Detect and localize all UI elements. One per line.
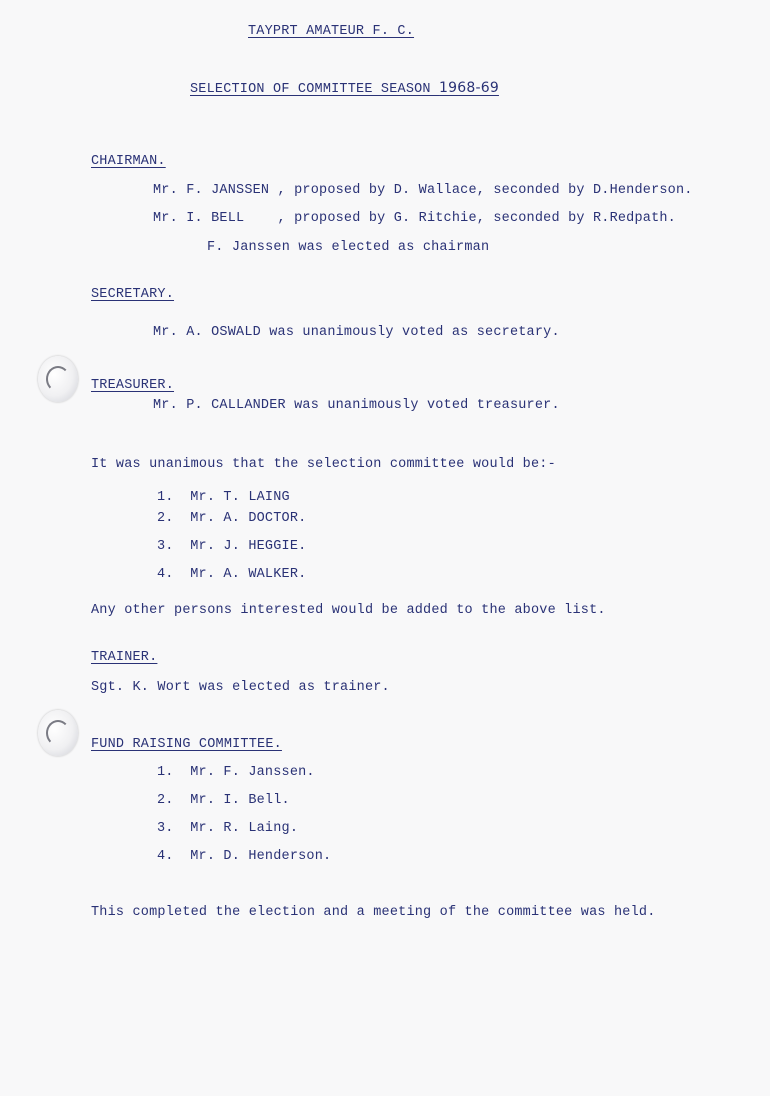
trainer-result: Sgt. K. Wort was elected as trainer. <box>91 680 390 695</box>
treasurer-heading: TREASURER. <box>91 378 175 393</box>
selection-member-1 <box>157 490 290 506</box>
list-name: Mr. A. WALKER. <box>190 567 307 582</box>
selection-intro: It was unanimous that the selection committee would be:- <box>91 457 556 472</box>
chairman-nominee-1: Mr. F. JANSSEN , proposed by D. Wallace, seconded by D.Henderson. <box>153 183 693 198</box>
document-title <box>190 80 499 98</box>
list-number: 3. <box>157 821 174 836</box>
fund-member-2 <box>157 793 290 809</box>
list-name: Mr. F. Janssen. <box>190 765 315 780</box>
chairman-nominee-2: Mr. I. BELL , proposed by G. Ritchie, seconded by R.Redpath. <box>153 211 676 226</box>
chairman-heading: CHAIRMAN. <box>91 154 166 169</box>
club-title: TAYPRT AMATEUR F. C. <box>248 24 415 39</box>
list-number: 1. <box>157 490 174 505</box>
trainer-heading: TRAINER. <box>91 650 158 665</box>
list-number: 3. <box>157 539 174 554</box>
list-name: Mr. A. DOCTOR. <box>190 511 307 526</box>
selection-member-2 <box>157 511 306 527</box>
secretary-result: Mr. A. OSWALD was unanimously voted as secretary. <box>153 325 560 340</box>
list-name: Mr. I. Bell. <box>190 793 290 808</box>
fund-member-4 <box>157 849 331 865</box>
treasurer-result: Mr. P. CALLANDER was unanimously voted treasurer. <box>153 398 560 413</box>
selection-member-3 <box>157 539 306 555</box>
selection-note: Any other persons interested would be added to the above list. <box>91 603 606 618</box>
list-number: 2. <box>157 511 174 526</box>
fund-member-3 <box>157 821 298 837</box>
season-handwritten: 1968-69 <box>439 80 499 96</box>
chairman-result: F. Janssen was elected as chairman <box>207 240 490 255</box>
punch-hole-lower <box>38 710 78 756</box>
list-name: Mr. T. LAING <box>190 490 290 505</box>
document-title-text: SELECTION OF COMMITTEE SEASON <box>190 82 440 97</box>
list-number: 4. <box>157 567 174 582</box>
fund-raising-heading: FUND RAISING COMMITTEE. <box>91 737 282 752</box>
selection-member-4 <box>157 567 306 583</box>
secretary-heading: SECRETARY. <box>91 287 175 302</box>
closing-statement: This completed the election and a meeting of the committee was held. <box>91 905 656 920</box>
fund-member-1 <box>157 765 315 781</box>
list-number: 1. <box>157 765 174 780</box>
list-name: Mr. D. Henderson. <box>190 849 332 864</box>
list-name: Mr. J. HEGGIE. <box>190 539 307 554</box>
list-number: 4. <box>157 849 174 864</box>
list-number: 2. <box>157 793 174 808</box>
punch-hole-upper <box>38 356 78 402</box>
list-name: Mr. R. Laing. <box>190 821 299 836</box>
